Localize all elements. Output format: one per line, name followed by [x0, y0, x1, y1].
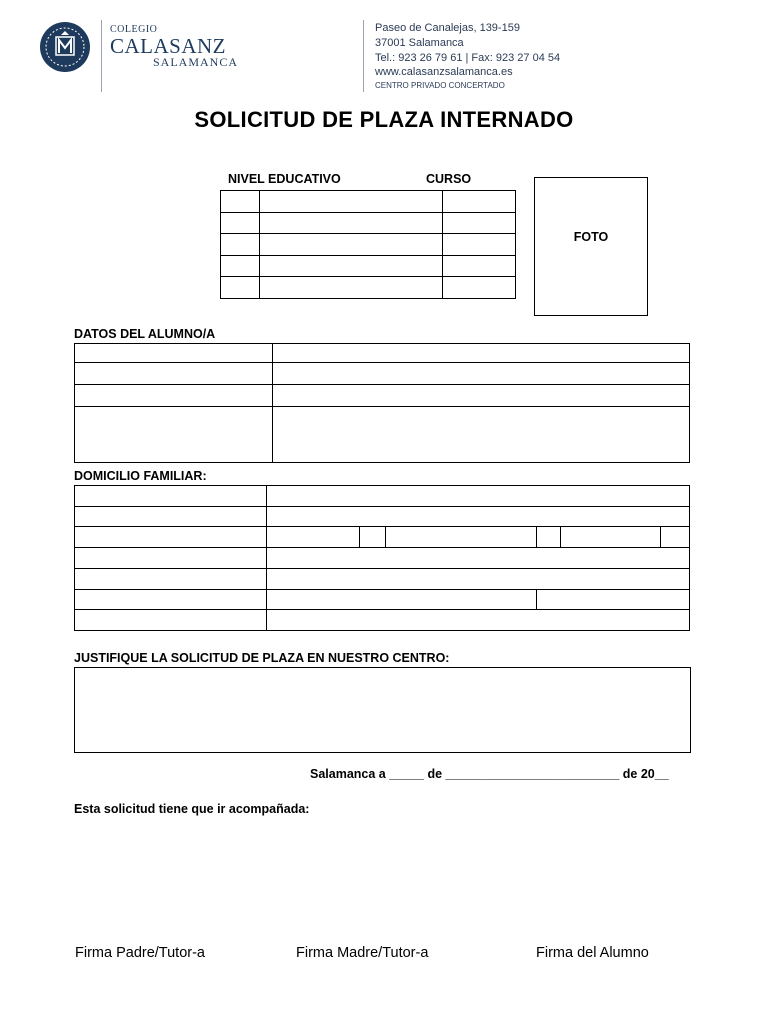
- table-row: [75, 486, 690, 507]
- address-web: www.calasanzsalamanca.es: [375, 66, 513, 78]
- table-cell[interactable]: [273, 385, 690, 407]
- table-cell[interactable]: [221, 234, 260, 256]
- table-row: [75, 548, 690, 569]
- table-cell[interactable]: [273, 363, 690, 385]
- table-cell[interactable]: [443, 234, 516, 256]
- table-cell[interactable]: [260, 277, 443, 299]
- attachment-note: Esta solicitud tiene que ir acompañada:: [74, 802, 310, 816]
- photo-label: FOTO: [573, 230, 609, 244]
- table-cell[interactable]: [75, 527, 267, 548]
- table-cell[interactable]: [260, 191, 443, 213]
- table-cell[interactable]: [267, 506, 690, 527]
- page-title: SOLICITUD DE PLAZA INTERNADO: [194, 107, 574, 132]
- table-cell[interactable]: [221, 212, 260, 234]
- table-cell[interactable]: [75, 610, 267, 631]
- table-row: [75, 506, 690, 527]
- table-cell[interactable]: [221, 191, 260, 213]
- header-divider: [363, 20, 364, 92]
- signature-alumno: Firma del Alumno: [536, 945, 649, 961]
- address-phone: Tel.: 923 26 79 61 | Fax: 923 27 04 54: [375, 52, 561, 64]
- table-cell[interactable]: [661, 527, 690, 548]
- table-row: [75, 407, 690, 463]
- alumno-table: [74, 343, 690, 463]
- domicilio-table: [74, 485, 690, 631]
- curso-label: CURSO: [426, 172, 472, 186]
- school-city: SALAMANCA: [153, 55, 239, 69]
- table-cell[interactable]: [75, 506, 267, 527]
- table-cell[interactable]: [267, 610, 690, 631]
- address-city: 37001 Salamanca: [375, 37, 464, 49]
- table-row: [221, 234, 516, 256]
- table-cell[interactable]: [75, 548, 267, 569]
- table-row: [221, 191, 516, 213]
- table-cell[interactable]: [221, 255, 260, 277]
- table-cell[interactable]: [267, 527, 360, 548]
- table-row: [75, 568, 690, 589]
- table-cell[interactable]: [273, 344, 690, 363]
- calasanz-seal-icon: [40, 22, 90, 72]
- table-cell[interactable]: [443, 255, 516, 277]
- table-cell[interactable]: [360, 527, 386, 548]
- table-cell[interactable]: [273, 407, 690, 463]
- header-divider: [101, 20, 102, 92]
- section-alumno-label: DATOS DEL ALUMNO/A: [74, 327, 216, 341]
- nivel-table: [220, 190, 516, 299]
- table-row: [221, 255, 516, 277]
- table-row: [75, 589, 690, 610]
- table-cell[interactable]: [260, 234, 443, 256]
- table-row: [221, 212, 516, 234]
- table-cell[interactable]: [75, 344, 273, 363]
- date-line: Salamanca a _____ de _________________________ de 20__: [310, 767, 669, 781]
- table-cell[interactable]: [75, 589, 267, 610]
- table-cell[interactable]: [267, 486, 690, 507]
- table-row: [75, 610, 690, 631]
- table-cell[interactable]: [75, 385, 273, 407]
- table-row: [221, 277, 516, 299]
- table-cell[interactable]: [267, 548, 690, 569]
- table-cell[interactable]: [443, 212, 516, 234]
- nivel-educativo-label: NIVEL EDUCATIVO: [228, 172, 341, 186]
- table-cell[interactable]: [561, 527, 661, 548]
- table-cell[interactable]: [260, 255, 443, 277]
- table-cell[interactable]: [221, 277, 260, 299]
- table-row: [75, 344, 690, 363]
- signature-madre: Firma Madre/Tutor-a: [296, 945, 429, 961]
- table-cell[interactable]: [386, 527, 537, 548]
- table-cell[interactable]: [260, 212, 443, 234]
- table-row: [75, 527, 690, 548]
- table-cell[interactable]: [75, 407, 273, 463]
- table-cell[interactable]: [75, 486, 267, 507]
- table-cell[interactable]: [75, 568, 267, 589]
- address-type: CENTRO PRIVADO CONCERTADO: [375, 81, 505, 90]
- table-cell[interactable]: [443, 277, 516, 299]
- table-cell[interactable]: [267, 589, 537, 610]
- school-name: CALASANZ: [110, 34, 227, 58]
- justification-textarea[interactable]: [74, 667, 691, 753]
- table-cell[interactable]: [537, 589, 690, 610]
- photo-box[interactable]: [534, 177, 648, 316]
- school-prefix: COLEGIO: [110, 24, 158, 35]
- section-domicilio-label: DOMICILIO FAMILIAR:: [74, 469, 207, 483]
- section-justifique-label: JUSTIFIQUE LA SOLICITUD DE PLAZA EN NUESTRO CENTRO:: [74, 651, 450, 665]
- table-row: [75, 363, 690, 385]
- table-row: [75, 385, 690, 407]
- table-cell[interactable]: [267, 568, 690, 589]
- signature-padre: Firma Padre/Tutor-a: [75, 945, 205, 961]
- table-cell[interactable]: [537, 527, 561, 548]
- table-cell[interactable]: [443, 191, 516, 213]
- address-street: Paseo de Canalejas, 139-159: [375, 22, 520, 34]
- table-cell[interactable]: [75, 363, 273, 385]
